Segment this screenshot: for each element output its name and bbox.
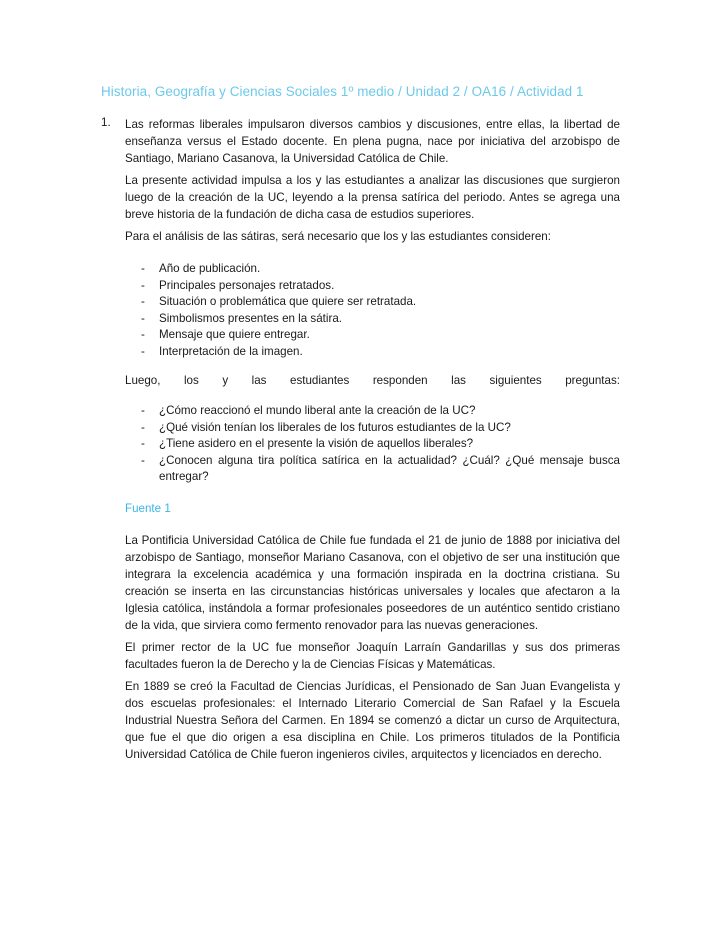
criteria-intro: Para el análisis de las sátiras, será necesario que los y las estudiantes consideren: (125, 230, 551, 243)
list-item: - ¿Cómo reaccionó el mundo liberal ante la creación de la UC? (125, 403, 620, 420)
bullet: - (141, 262, 145, 275)
bullet: - (141, 420, 145, 434)
source-heading: Fuente 1 (125, 501, 171, 515)
list-item: - Año de publicación. (125, 261, 620, 278)
questions-list (125, 403, 620, 486)
list-item: - Mensaje que quiere entregar. (125, 327, 620, 344)
bullet: - (141, 344, 145, 358)
bullet: - (141, 295, 145, 308)
bullet: - (141, 278, 145, 292)
list-item: - Interpretación de la imagen. (125, 344, 620, 361)
list-item: - ¿Tiene asidero en el presente la visión de aquellos liberales? (125, 436, 620, 453)
activity-number: 1. (101, 116, 111, 129)
source-paragraph: En 1889 se creó la Facultad de Ciencias Jurídicas, el Pensionado de San Juan Evangelista y dos escuelas profesionales: el Internado Literario Comercial de San Rafael y la Escuela Industrial Nuestra Señora del Carmen. En 1894 se comenzó a dictar un curso de Arquitectura, que fue el que dio origen a esa disciplina en Chile. Los primeros titulados de la Pontificia Universidad Católica de Chile fueron ingenieros civiles, arquitectos y licenciados en derecho. (125, 679, 620, 761)
list-item: - Simbolismos presentes en la sátira. (125, 311, 620, 328)
bullet: - (141, 328, 145, 341)
bullet: - (141, 311, 145, 325)
list-item: - ¿Qué visión tenían los liberales de los futuros estudiantes de la UC? (125, 420, 620, 437)
questions-intro: Luego, los y las estudiantes responden las siguientes preguntas: (125, 374, 620, 387)
intro-paragraph: Las reformas liberales impulsaron diversos cambios y discusiones, entre ellas, la libertad de enseñanza versus el Estado docente. En plena pugna, nace por iniciativa del arzobispo de Santiago, Mariano Casanova, la Universidad Católica de Chile. (125, 118, 620, 165)
activity-body (125, 116, 620, 768)
source-paragraph: La Pontificia Universidad Católica de Chile fue fundada el 21 de junio de 1888 por iniciativa del arzobispo de Santiago, monseñor Mariano Casanova, con el objetivo de ser una institución que integrara la excelencia académica y una formación inspirada en la doctrina cristiana. Su creación se inserta en las circunstancias históricas universales y locales que afectaron a la Iglesia católica, instándola a formar profesionales poseedores de un auténtico sentido cristiano de la vida, que sirviera como fermento renovador para las nuevas generaciones. (125, 533, 620, 632)
bullet: - (141, 453, 145, 467)
list-item: - ¿Conocen alguna tira política satírica en la actualidad? ¿Cuál? ¿Qué mensaje busca entregar? (141, 453, 620, 483)
source-paragraph: El primer rector de la UC fue monseñor Joaquín Larraín Gandarillas y sus dos primeras facultades fueron la de Derecho y la de Ciencias Físicas y Matemáticas. (125, 640, 620, 671)
breadcrumb-title: Historia, Geografía y Ciencias Sociales 1º medio / Unidad 2 / OA16 / Actividad 1 (101, 84, 584, 99)
list-item: - Principales personajes retratados. (125, 278, 620, 295)
list-item: - Situación o problemática que quiere ser retratada. (125, 294, 620, 311)
bullet: - (141, 404, 145, 417)
criteria-list (125, 261, 620, 360)
bullet: - (141, 437, 145, 450)
intro-paragraph: La presente actividad impulsa a los y las estudiantes a analizar las discusiones que surgieron luego de la creación de la UC, leyendo a la prensa satírica del periodo. Antes se agrega una breve historia de la fundación de dicha casa de estudios superiores. (125, 174, 620, 221)
